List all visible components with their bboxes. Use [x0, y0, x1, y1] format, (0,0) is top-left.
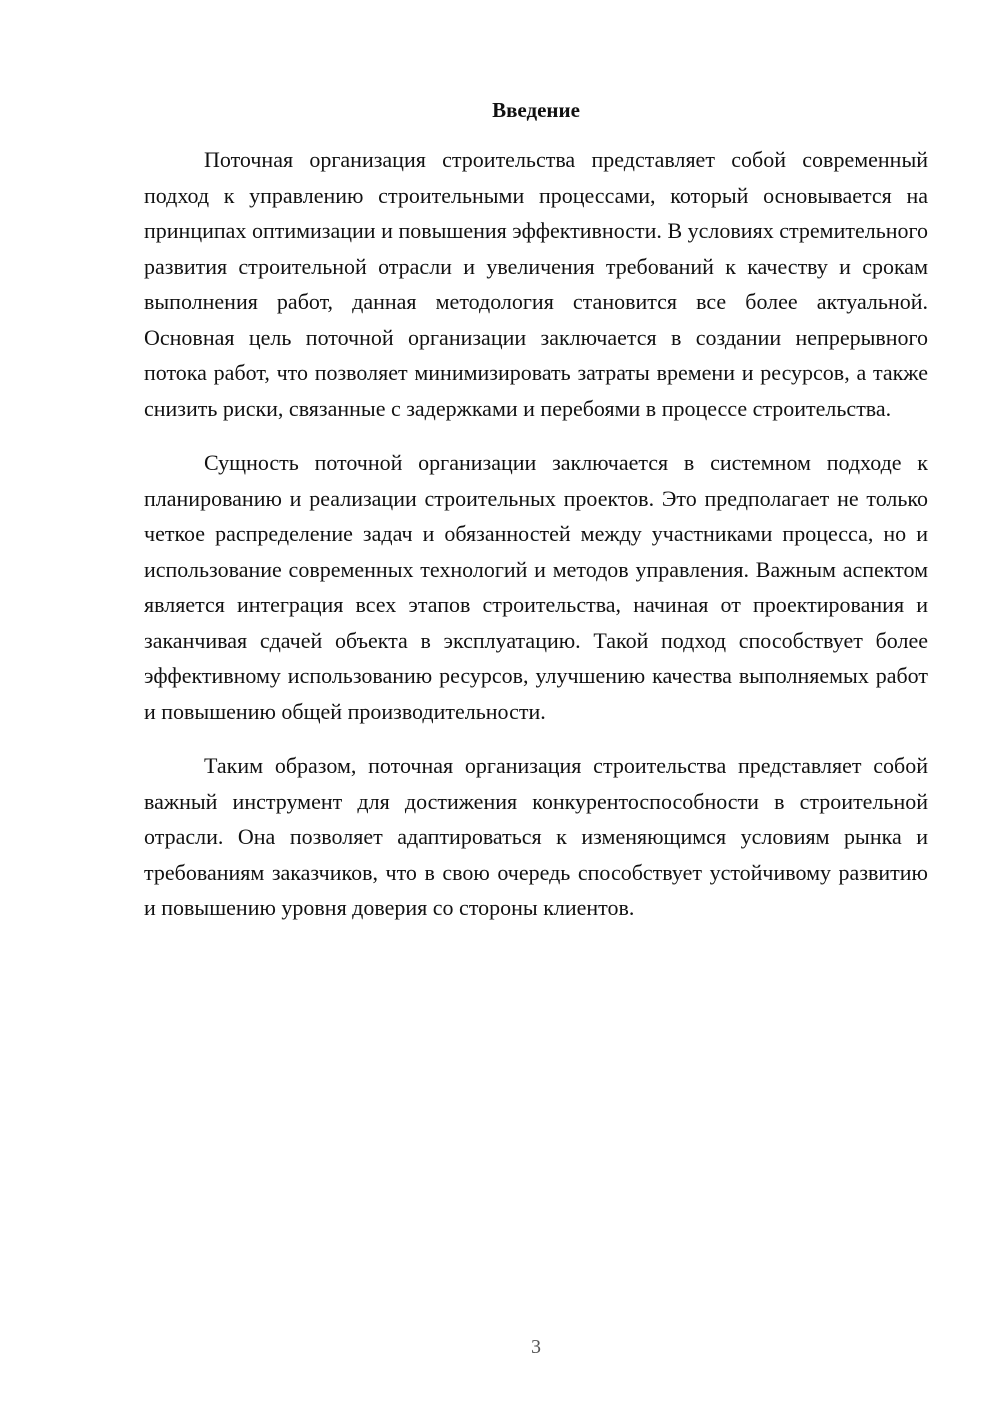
paragraph-1: Поточная организация строительства представляет собой современный подход к управлению строительными процессами, который основывается на принципах оптимизации и повышения эффективности. В условиях стремительного развития строительной отрасли и увеличения требований к качеству и срокам выполнения работ, данная методология становится все более актуальной. Основная цель поточной организации заключается в создании непрерывного потока работ, что позволяет минимизировать затраты времени и ресурсов, а также снизить риски, связанные с задержками и перебоями в процессе строительства.: [144, 147, 928, 421]
page-number: 3: [531, 1336, 541, 1358]
paragraph-3: Таким образом, поточная организация строительства представляет собой важный инструмент для достижения конкурентоспособности в строительной отрасли. Она позволяет адаптироваться к изменяющимся условиям рынка и требованиям заказчиков, что в свою очередь способствует устойчивому развитию и повышению уровня доверия со стороны клиентов.: [144, 753, 928, 920]
body-text: [144, 142, 928, 926]
paragraph-2: Сущность поточной организации заключается в системном подходе к планированию и реализации строительных проектов. Это предполагает не только четкое распределение задач и обязанностей между участниками процесса, но и использование современных технологий и методов управления. Важным аспектом является интеграция всех этапов строительства, начиная от проектирования и заканчивая сдачей объекта в эксплуатацию. Такой подход способствует более эффективному использованию ресурсов, улучшению качества выполняемых работ и повышению общей производительности.: [144, 450, 928, 724]
section-heading: Введение: [492, 98, 580, 122]
